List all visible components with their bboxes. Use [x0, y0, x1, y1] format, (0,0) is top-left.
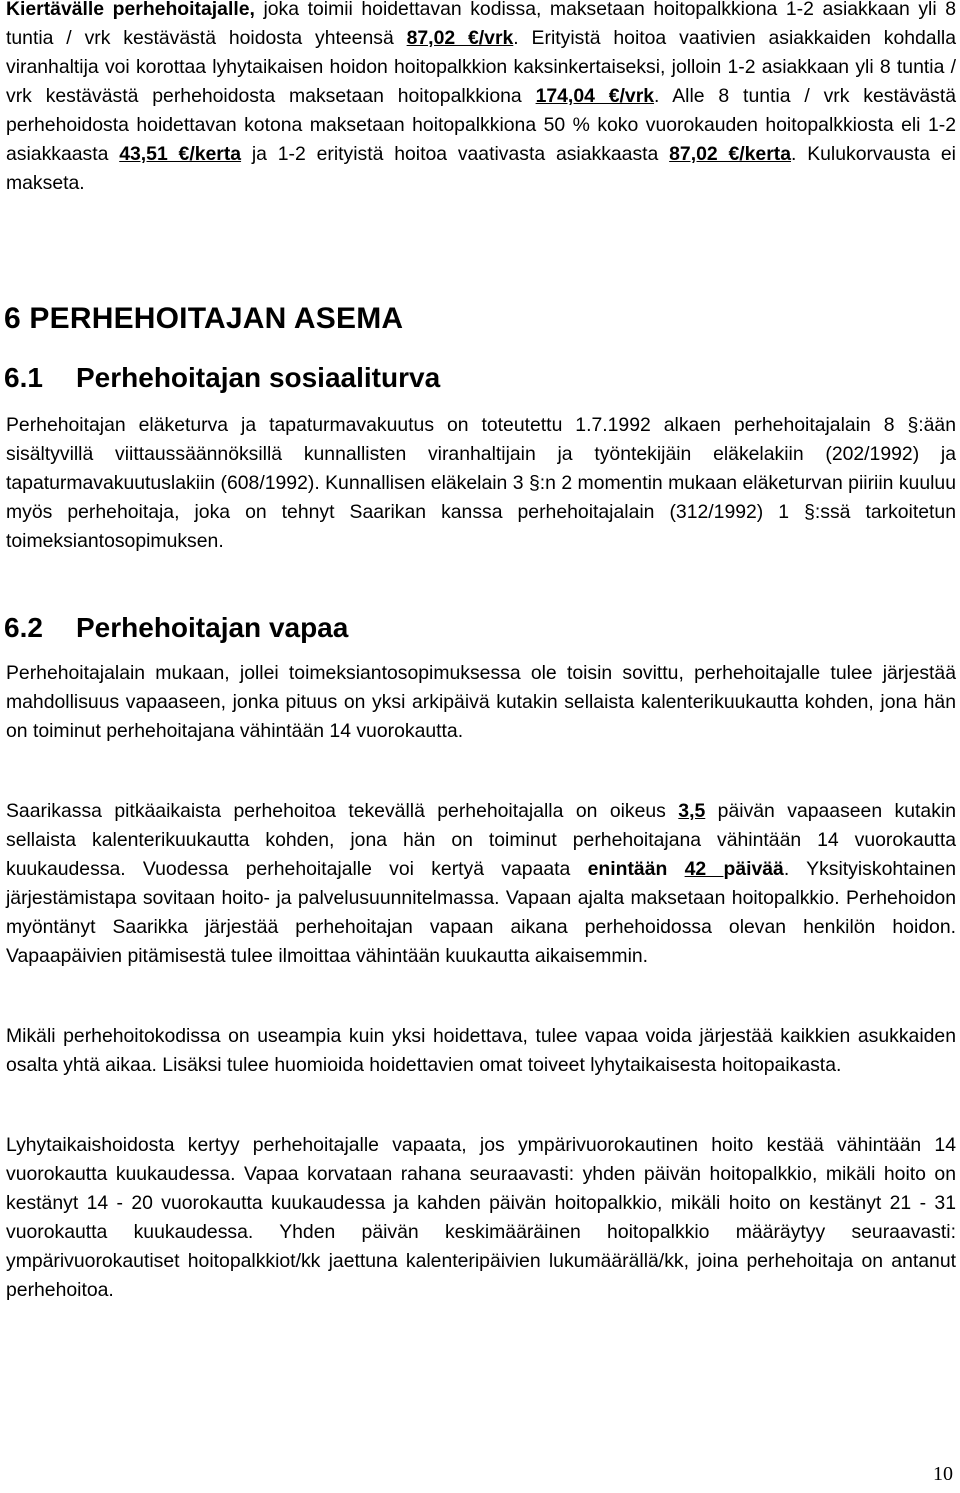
amount-daily-doubled: 174,04 €/vrk — [535, 85, 655, 107]
section-6-heading: 6 PERHEHOITAJAN ASEMA — [4, 302, 404, 335]
p2-text-1: Saarikassa pitkäaikaista perhehoitoa tekevällä perhehoitajalla on oikeus — [6, 800, 679, 822]
amount-daily: 87,02 €/vrk — [406, 27, 514, 49]
page-number: 10 — [933, 1463, 953, 1485]
intro-text-3: . Alle 8 tuntia / vrk kestävästä perhehoidosta hoidettavan kotona maksetaan hoitopalkkiona 50 % koko vuorokauden hoitopalkkiosta eli 1-2 asiakkaasta — [6, 85, 957, 165]
intro-text-5: . Kulukorvausta ei makseta. — [6, 143, 956, 194]
amount-per-visit-special: 87,02 €/kerta — [669, 143, 791, 165]
max-days-lead: enintään — [587, 858, 685, 880]
intro-paragraph — [6, 0, 956, 198]
max-days-value: 42 — [684, 858, 724, 880]
intro-text-2: . Erityistä hoitoa vaativien asiakkaiden kohdalla viranhaltija voi korottaa lyhytaikaisen hoidon hoitopalkkion kaksinkertaiseksi, jolloin 1-2 asiakkaan yli 8 tuntia / vrk kestävästä perhehoidosta maksetaan hoitopalkkiona — [6, 27, 956, 107]
p2-text-3: . Yksityiskohtainen järjestämistapa sovitaan hoito- ja palvelusuunnitelmassa. Vapaan ajalta maksetaan hoitopalkkio. Perhehoidon myöntänyt Saarikka järjestää perhehoitajan vapaan aikana perhehoidossa olevan henkilön hoidon. Vapaapäivien pitämisestä tulee ilmoittaa vähintään kuukautta aikaisemmin. — [6, 858, 956, 967]
section-6-1-heading — [4, 362, 440, 394]
vacation-days-per-month: 3,5 — [678, 800, 706, 822]
section-6-2-number: 6.2 — [4, 612, 43, 643]
section-6-2-paragraph-4: Lyhytaikaishoidosta kertyy perhehoitajalle vapaata, jos ympärivuorokautinen hoito kestää vähintään 14 vuorokautta kuukaudessa. Vapaa korvataan rahana seuraavasti: yhden päivän hoitopalkkio, mikäli hoito on kestänyt 14 - 20 vuorokautta kuukaudessa ja kahden päivän hoitopalkkio, mikäli hoito on kestänyt 21 - 31 vuorokautta kuukaudessa. Yhden päivän keskimääräinen hoitopalkkio määräytyy seuraavasti: ympärivuorokautiset hoitopalkkiot/kk jaettuna kalenteripäivien lukumäärällä/kk, joina perhehoitaja on antanut perhehoitoa. — [6, 1134, 956, 1301]
section-6-2-paragraph-2 — [6, 797, 956, 971]
section-6-2-paragraph-1: Perhehoitajalain mukaan, jollei toimeksiantosopimuksessa ole toisin sovittu, perhehoitajalle tulee järjestää mahdollisuus vapaaseen, jonka pituus on yksi arkipäivä kutakin sellaista kalenterikuukautta kohden, jona hän on toiminut perhehoitajana vähintään 14 vuorokautta. — [6, 662, 956, 742]
intro-text-4: ja 1-2 erityistä hoitoa vaativasta asiakkaasta — [241, 143, 670, 165]
intro-bold-lead: Kiertävälle perhehoitajalle, — [6, 0, 255, 20]
p2-text-2: päivän vapaaseen kutakin sellaista kalenterikuukautta kohden, jona hän on toiminut perhehoitajana vähintään 14 vuorokautta kuukaudessa. Vuodessa perhehoitajalle voi kertyä vapaata — [6, 800, 956, 880]
max-days-unit: päivää — [723, 858, 784, 880]
section-6-2-heading — [4, 612, 348, 644]
section-6-2-paragraph-3: Mikäli perhehoitokodissa on useampia kuin yksi hoidettava, tulee vapaa voida järjestää kaikkien asukkaiden osalta yhtä aikaa. Lisäksi tulee huomioida hoidettavien omat toiveet lyhytaikaisesta hoitopaikasta. — [6, 1025, 956, 1076]
section-6-1-title: Perhehoitajan sosiaaliturva — [76, 362, 441, 393]
section-6-2-title: Perhehoitajan vapaa — [76, 612, 349, 643]
amount-per-visit: 43,51 €/kerta — [119, 143, 242, 165]
section-6-1-paragraph: Perhehoitajan eläketurva ja tapaturmavakuutus on toteutettu 1.7.1992 alkaen perhehoitajalain 8 §:ään sisältyvillä viittaussäännöksillä kunnallisten viranhaltijain ja työntekijäin eläkelakiin (202/1992) ja tapaturmavakuutuslakiin (608/1992). Kunnallisen eläkelain 3 §:n 2 momentin mukaan eläketurvan piiriin kuuluu myös perhehoitaja, joka on tehnyt Saarikan kanssa perhehoitajalain (312/1992) 1 §:ssä tarkoitetun toimeksiantosopimuksen. — [6, 414, 956, 552]
intro-text-1: joka toimii hoidettavan kodissa, maksetaan hoitopalkkiona 1-2 asiakkaan yli 8 tuntia / vrk kestävästä hoidosta yhteensä — [6, 0, 956, 49]
section-6-1-number: 6.1 — [4, 362, 43, 393]
